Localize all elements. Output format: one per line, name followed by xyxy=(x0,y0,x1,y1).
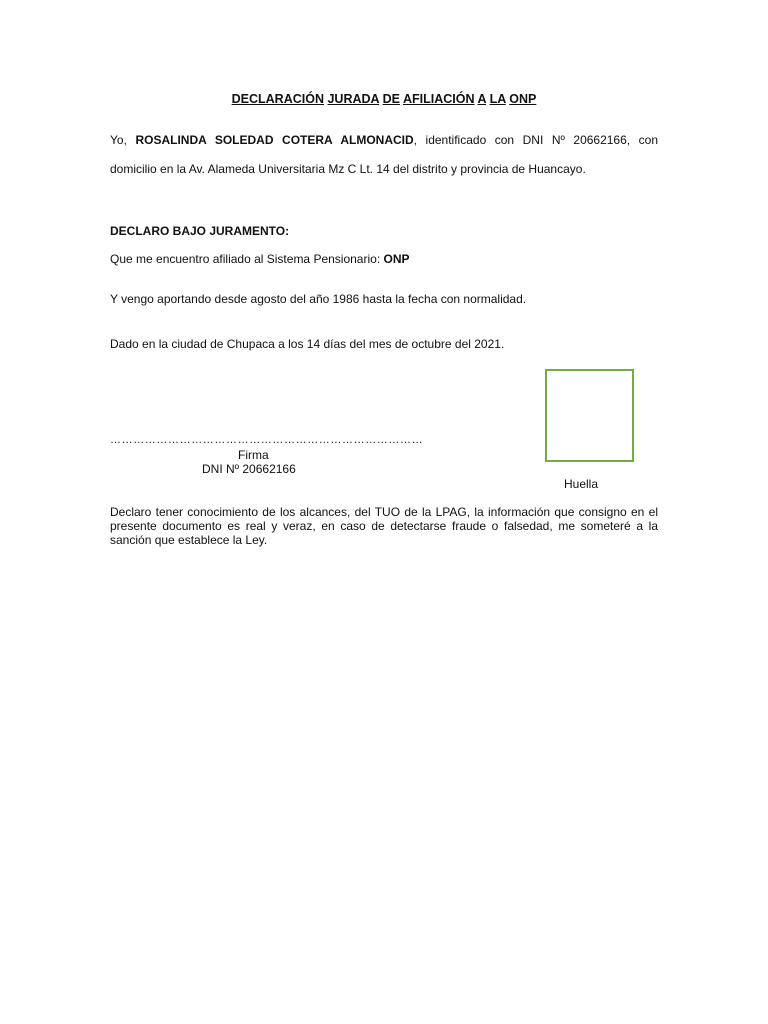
signature-line: ……………………………………………………………………… xyxy=(110,434,424,446)
fingerprint-box xyxy=(545,369,634,462)
afiliado-text: Que me encuentro afiliado al Sistema Pensionario: xyxy=(110,252,384,266)
final-statement: Declaro tener conocimiento de los alcances, del TUO de la LPAG, la información que consigno en el presente documento es real y veraz, en caso de detectarse fraude o falsedad, me someteré a la sanción que establece la Ley. xyxy=(110,505,658,547)
dado-en-line: Dado en la ciudad de Chupaca a los 14 días del mes de octubre del 2021. xyxy=(110,337,505,351)
afiliado-line xyxy=(110,252,658,266)
intro-after-name: , identificado con DNI Nº 20662166, con xyxy=(413,133,658,147)
intro-prefix: Yo, xyxy=(110,133,136,147)
firma-label: Firma xyxy=(238,448,269,462)
declarant-name: ROSALINDA SOLEDAD COTERA ALMONACID xyxy=(135,133,414,147)
title-word: LA xyxy=(489,92,506,106)
title-word: DE xyxy=(382,92,400,106)
title-word: ONP xyxy=(509,92,537,106)
huella-label: Huella xyxy=(564,477,599,491)
declaro-heading: DECLARO BAJO JURAMENTO: xyxy=(110,224,290,238)
aportando-line: Y vengo aportando desde agosto del año 1986 hasta la fecha con normalidad. xyxy=(110,292,527,306)
intro-line-2: domicilio en la Av. Alameda Universitaria Mz C Lt. 14 del distrito y provincia de Huancayo. xyxy=(110,162,586,176)
title-word: AFILIACIÓN xyxy=(402,92,475,106)
title-word: JURADA xyxy=(327,92,380,106)
title-word: DECLARACIÓN xyxy=(231,92,324,106)
title-word: A xyxy=(477,92,487,106)
pension-system: ONP xyxy=(383,252,410,266)
signature-dni: DNI Nº 20662166 xyxy=(202,462,296,476)
intro-line-1 xyxy=(110,133,658,147)
document-title xyxy=(0,92,768,106)
